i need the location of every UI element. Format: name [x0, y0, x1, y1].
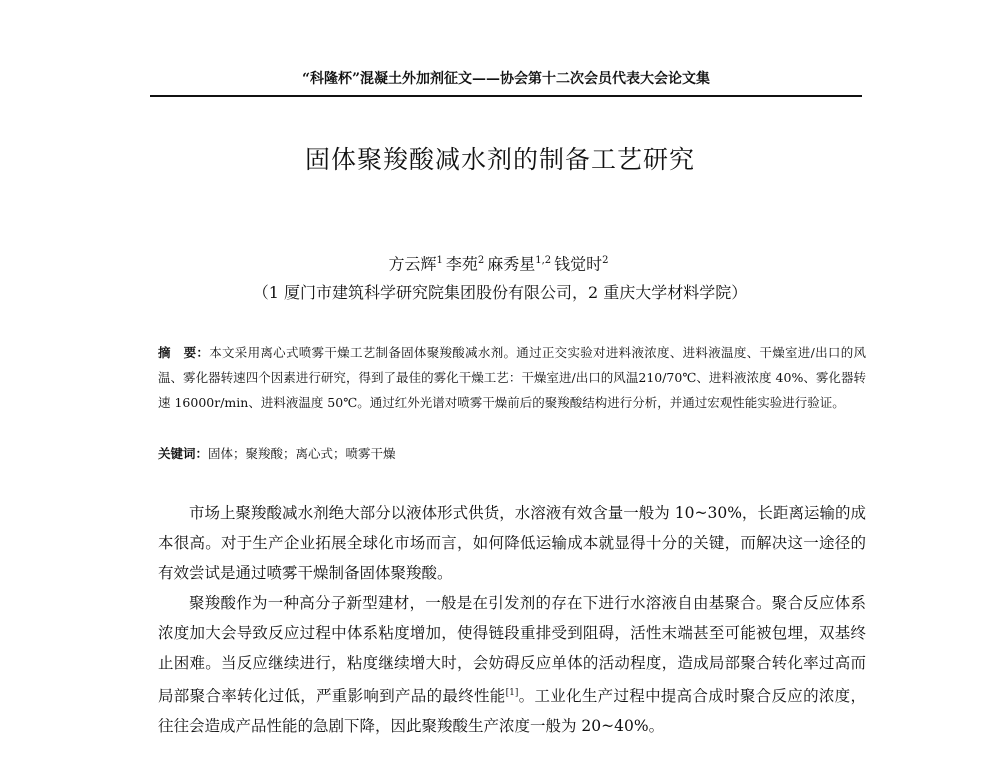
paper-title: 固体聚羧酸减水剂的制备工艺研究: [304, 145, 695, 174]
author-affiliation-mark: 2: [602, 255, 609, 266]
body-paragraph-text: 聚羧酸作为一种高分子新型建材，一般是在引发剂的存在下进行水溶液自由基聚合。聚合反应体系浓度加大会导致反应过程中体系粘度增加，使得链段重排受到阻碍，活性末端甚至可能被包埋，双基终止困难。当反应继续进行，粘度继续增大时，会妨碍反应单体的活动程度，造成局部聚合转化率过高而局部聚合率转化过低，严重影响到产品的最终性能: [158, 594, 866, 706]
author-name: 李苑: [445, 254, 478, 274]
affiliation-line: （1 厦门市建筑科学研究院集团股份有限公司，2 重庆大学材料学院）: [252, 283, 748, 302]
abstract: [158, 340, 866, 415]
author-affiliation-mark: 2: [477, 255, 485, 266]
abstract-label: 摘 要：: [158, 345, 210, 360]
body-paragraph: 市场上聚羧酸减水剂绝大部分以液体形式供货，水溶液有效含量一般为 10~30%，长距离运输的成本很高。对于生产企业拓展全球化市场而言，如何降低运输成本就显得十分的关键，而解决这一途径的有效尝试是通过喷雾干燥制备固体聚羧酸。: [158, 504, 866, 582]
author-name: 麻秀星: [487, 254, 536, 274]
author-affiliation-mark: 1,2: [535, 255, 552, 266]
body-text: [158, 498, 866, 741]
keywords-text: 固体；聚羧酸；离心式；喷雾干燥: [208, 446, 396, 461]
author-affiliation-mark: 1: [436, 255, 443, 266]
author-name: 钱觉时: [554, 254, 603, 274]
author-list: [0, 250, 1000, 275]
author-name: 方云辉: [388, 254, 437, 274]
body-paragraph-text: 。工业化生产过程中提高合成时聚合反应的浓度，往往会造成产品性能的急剧下降，因此聚羧酸生产浓度一般为 20~40%。: [158, 687, 866, 736]
abstract-text: 本文采用离心式喷雾干燥工艺制备固体聚羧酸减水剂。通过正交实验对进料液浓度、进料液温度、干燥室进/出口的风温、雾化器转速四个因素进行研究，得到了最佳的雾化干燥工艺：干燥室进/出口的风温210/70℃、进料液浓度 40%、雾化器转速 16000r/min、进料液温度 50℃。通过红外光谱对喷雾干燥前后的聚羧酸结构进行分析，并通过宏观性能实验进行验证。: [158, 345, 866, 410]
keywords-label: 关键词：: [158, 446, 209, 461]
body-paragraph: [158, 588, 866, 741]
keywords: [158, 442, 866, 466]
citation-ref[interactable]: [1]: [505, 688, 519, 698]
running-header: “科隆杯”混凝土外加剂征文——协会第十二次会员代表大会论文集: [150, 69, 862, 97]
